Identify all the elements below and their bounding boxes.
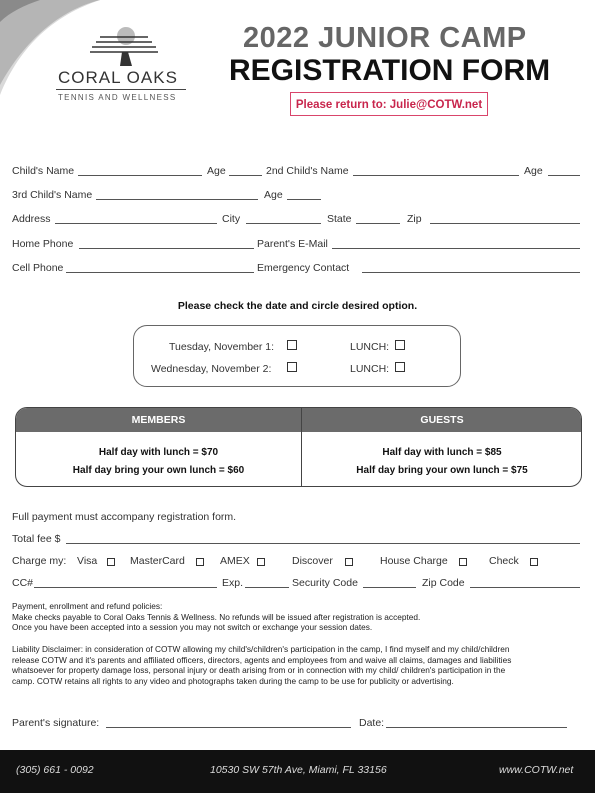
emergency-contact-label: Emergency Contact: [257, 262, 350, 274]
discover-checkbox[interactable]: [345, 558, 353, 566]
charge-my-label: Charge my:: [12, 555, 67, 567]
emergency-contact-field[interactable]: [362, 272, 580, 273]
age2-field[interactable]: [548, 175, 580, 176]
discover-label: Discover: [292, 555, 333, 567]
check-checkbox[interactable]: [530, 558, 538, 566]
pricing-table: [15, 407, 582, 487]
cc-field[interactable]: [34, 587, 217, 588]
disclaimer-line-2: release COTW and it's parents and affiliated officers, directors, agents and employees from and waive all claims, damages and liabilities: [12, 654, 512, 665]
members-price-2: Half day bring your own lunch = $60: [72, 465, 245, 476]
day1-checkbox[interactable]: [287, 340, 297, 350]
date-field[interactable]: [386, 727, 567, 728]
footer-website[interactable]: www.COTW.net: [499, 764, 574, 776]
mastercard-label: MasterCard: [130, 555, 185, 567]
city-field[interactable]: [246, 223, 321, 224]
day2-lunch-label: LUNCH:: [350, 363, 390, 375]
zip-label: Zip: [407, 213, 422, 225]
guests-price-2: Half day bring your own lunch = $75: [356, 465, 528, 476]
form-title-line1: 2022 JUNIOR CAMP: [243, 22, 527, 54]
child3-name-label: 3rd Child's Name: [12, 189, 93, 201]
policy-line-2: Make checks payable to Coral Oaks Tennis & Wellness. No refunds will be issued after registration is accepted.: [12, 611, 421, 622]
exp-label: Exp.: [222, 577, 244, 589]
parent-email-label: Parent's E-Mail: [257, 238, 328, 250]
payment-note: Full payment must accompany registration form.: [12, 511, 237, 523]
footer-phone: (305) 661 - 0092: [16, 764, 94, 776]
policy-line-1: Payment, enrollment and refund policies:: [12, 601, 163, 611]
disclaimer-line-3: whatsoever for property damage loss, personal injury or death arising from or in connection with my child/ children's participation in the: [12, 665, 506, 676]
date-label: Date:: [359, 717, 385, 729]
guests-header: GUESTS: [420, 414, 464, 426]
mastercard-checkbox[interactable]: [196, 558, 204, 566]
logo-name: CORAL OAKS: [58, 68, 178, 87]
members-header: MEMBERS: [131, 414, 186, 426]
policy-line-3: Once you have been accepted into a session you may not switch or exchange your session dates.: [12, 622, 373, 633]
house-charge-label: House Charge: [380, 555, 448, 567]
guests-price-1: Half day with lunch = $85: [382, 447, 502, 458]
check-label: Check: [489, 555, 519, 567]
age3-label: Age: [264, 189, 283, 201]
parent-signature-label: Parent's signature:: [12, 717, 100, 729]
amex-label: AMEX: [220, 555, 250, 567]
logo-divider: [56, 89, 186, 90]
child3-name-field[interactable]: [96, 199, 258, 200]
exp-field[interactable]: [245, 587, 289, 588]
tennis-tree-logo-icon: [86, 22, 162, 68]
security-code-field[interactable]: [363, 587, 416, 588]
age2-label: Age: [524, 165, 543, 177]
date-instruction: Please check the date and circle desired option.: [177, 300, 418, 312]
cell-phone-field[interactable]: [66, 272, 254, 273]
zip-code-field[interactable]: [470, 587, 580, 588]
day1-lunch-checkbox[interactable]: [395, 340, 405, 350]
address-field[interactable]: [55, 223, 217, 224]
logo-tagline: TENNIS AND WELLNESS: [58, 93, 177, 102]
return-email-note: Please return to: Julie@COTW.net: [290, 92, 488, 116]
age-label: Age: [207, 165, 226, 177]
day1-label: Tuesday, November 1:: [169, 341, 275, 353]
day2-lunch-checkbox[interactable]: [395, 362, 405, 372]
liability-disclaimer: [12, 644, 590, 686]
footer-address: 10530 SW 57th Ave, Miami, FL 33156: [210, 764, 387, 776]
address-label: Address: [12, 213, 51, 225]
zip-field[interactable]: [430, 223, 580, 224]
age-field[interactable]: [229, 175, 262, 176]
cell-phone-label: Cell Phone: [12, 262, 64, 274]
child-name-label: Child's Name: [12, 165, 75, 177]
day1-lunch-label: LUNCH:: [350, 341, 390, 353]
day2-checkbox[interactable]: [287, 362, 297, 372]
members-price-1: Half day with lunch = $70: [98, 447, 219, 458]
parent-signature-field[interactable]: [106, 727, 351, 728]
child-name-field[interactable]: [78, 175, 202, 176]
disclaimer-line-1: Liability Disclaimer: in consideration of COTW allowing my child's/children's participation in the camp, I find myself and my child/children: [12, 644, 510, 654]
date-selection-box: [133, 325, 461, 387]
disclaimer-line-4: camp. COTW retains all rights to any video and photographs taken during the camp to be use for publicity or advertising.: [12, 675, 454, 686]
total-fee-label: Total fee $: [12, 533, 61, 545]
home-phone-field[interactable]: [79, 248, 254, 249]
cc-label: CC#: [12, 577, 34, 589]
refund-policies: [12, 601, 587, 633]
state-field[interactable]: [356, 223, 400, 224]
age3-field[interactable]: [287, 199, 321, 200]
day2-label: Wednesday, November 2:: [151, 363, 272, 375]
child2-name-label: 2nd Child's Name: [266, 165, 349, 177]
child2-name-field[interactable]: [353, 175, 519, 176]
parent-email-field[interactable]: [332, 248, 580, 249]
city-label: City: [222, 213, 241, 225]
form-title-line2: REGISTRATION FORM: [229, 54, 551, 87]
security-code-label: Security Code: [292, 577, 358, 589]
house-charge-checkbox[interactable]: [459, 558, 467, 566]
state-label: State: [327, 213, 352, 225]
total-fee-field[interactable]: [66, 543, 580, 544]
home-phone-label: Home Phone: [12, 238, 74, 250]
zip-code-label: Zip Code: [422, 577, 465, 589]
visa-checkbox[interactable]: [107, 558, 115, 566]
amex-checkbox[interactable]: [257, 558, 265, 566]
visa-label: Visa: [77, 555, 98, 567]
